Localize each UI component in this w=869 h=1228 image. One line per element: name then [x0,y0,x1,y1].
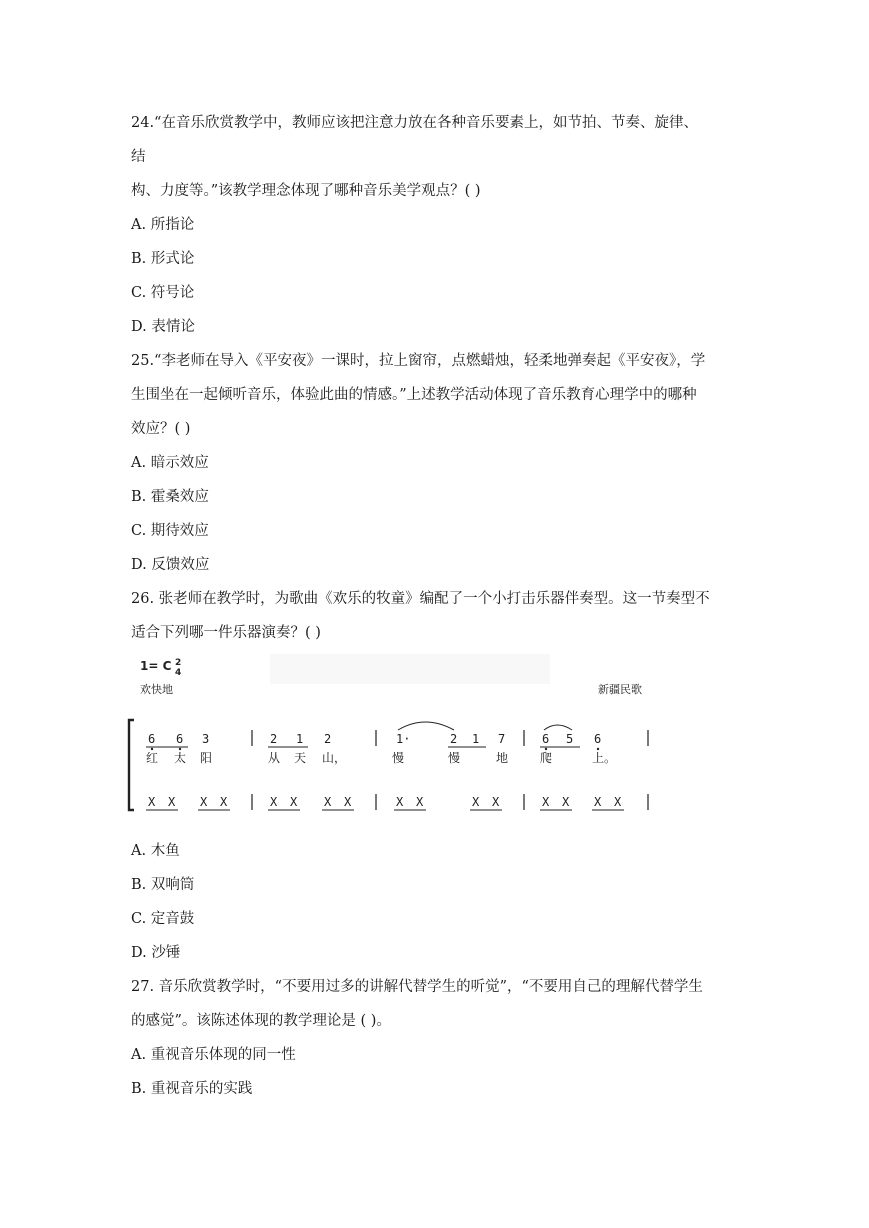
tempo-marking: 欢快地 [140,683,173,696]
note: 2 [270,732,278,746]
rhythm-x: X [200,795,208,809]
question-25-line-3: 效应？( ) [131,421,191,437]
rhythm-score-figure [120,648,665,820]
question-26-line-1: 26. 张老师在教学时，为歌曲《欢乐的牧童》编配了一个小打击乐器伴奏型。这一节奏型不 [131,591,710,607]
question-24-option-c: C. 符号论 [131,285,195,301]
note: 6 [542,732,550,746]
lyric: 太 [174,751,187,765]
question-24-line-3: 构、力度等。”该教学理念体现了哪种音乐美学观点？( ) [131,183,481,199]
note: 1 [296,732,304,746]
question-25-line-1: 25.“李老师在导入《平安夜》一课时，拉上窗帘，点燃蜡烛，轻柔地弹奏起《平安夜》，学 [131,353,706,369]
note: 6 [594,732,602,746]
rhythm-x: X [290,795,298,809]
question-27-line-1: 27. 音乐欣赏教学时，“不要用过多的讲解代替学生的听觉”，“不要用自己的理解代替学生 [131,979,703,995]
lyric: 上。 [592,751,617,765]
question-25-option-b: B. 霍桑效应 [131,489,209,505]
note: 1 [472,732,480,746]
lyric: 地 [496,751,509,765]
question-27-option-a: A. 重视音乐体现的同一性 [131,1047,296,1063]
slurs [398,722,572,730]
rhythm-x: X [148,795,156,809]
question-24-option-d: D. 表情论 [131,319,195,335]
rhythm-x: X [614,795,622,809]
melody-line [148,732,601,746]
lyric: 山， [322,751,347,765]
question-25-line-2: 生围坐在一起倾听音乐，体验此曲的情感。”上述教学活动体现了音乐教育心理学中的哪种 [131,387,697,403]
note: 2 [324,732,332,746]
octave-dots [151,748,599,750]
question-26-option-d: D. 沙锤 [131,945,181,961]
note: 2 [450,732,458,746]
key-signature: 1= C [140,659,172,673]
lyric: 爬 [540,751,553,765]
system-bracket [129,720,134,810]
question-27-line-2: 的感觉”。该陈述体现的教学理论是 ( )。 [131,1013,391,1029]
rhythm-x: X [344,795,352,809]
rhythm-x: X [594,795,602,809]
question-24-line-1: 24.“在音乐欣赏教学中，教师应该把注意力放在各种音乐要素上，如节拍、节奏、旋律、 [131,115,698,131]
note: 3 [202,732,210,746]
rhythm-barlines [252,794,648,810]
rhythm-x: X [220,795,228,809]
lyric: 慢 [392,751,405,765]
rhythm-line [148,795,622,809]
question-26-option-c: C. 定音鼓 [131,911,195,927]
rhythm-x: X [492,795,500,809]
rhythm-x: X [416,795,424,809]
rhythm-x: X [396,795,404,809]
question-24-option-a: A. 所指论 [131,217,195,233]
scan-smudge [270,654,550,684]
lyrics-line [146,750,616,765]
note: 7 [498,732,506,746]
lyric: 天 [294,751,307,765]
question-24-line-2: 结 [131,149,146,165]
note: 6 [148,732,156,746]
note: 1· [396,732,411,746]
question-25-option-d: D. 反馈效应 [131,557,210,573]
rhythm-x: X [472,795,480,809]
note: 6 [176,732,184,746]
lyric: 红 [146,751,159,765]
lyric: 从 [268,751,281,765]
time-signature-bottom: 4 [175,668,182,678]
question-26-option-b: B. 双响筒 [131,877,195,893]
song-origin: 新疆民歌 [598,683,642,696]
rhythm-x: X [542,795,550,809]
lyric: 阳 [200,751,213,765]
rhythm-x: X [562,795,570,809]
time-signature-top: 2 [175,658,182,668]
question-25-option-c: C. 期待效应 [131,523,209,539]
question-25-option-a: A. 暗示效应 [131,455,209,471]
score-svg [120,648,665,820]
question-26-option-a: A. 木鱼 [131,843,180,859]
question-26-line-2: 适合下列哪一件乐器演奏？( ) [131,625,321,641]
lyric: 慢 [448,751,461,765]
rhythm-x: X [270,795,278,809]
note: 5 [566,732,574,746]
question-24-option-b: B. 形式论 [131,251,195,267]
rhythm-x: X [168,795,176,809]
rhythm-x: X [324,795,332,809]
question-27-option-b: B. 重视音乐的实践 [131,1081,253,1097]
